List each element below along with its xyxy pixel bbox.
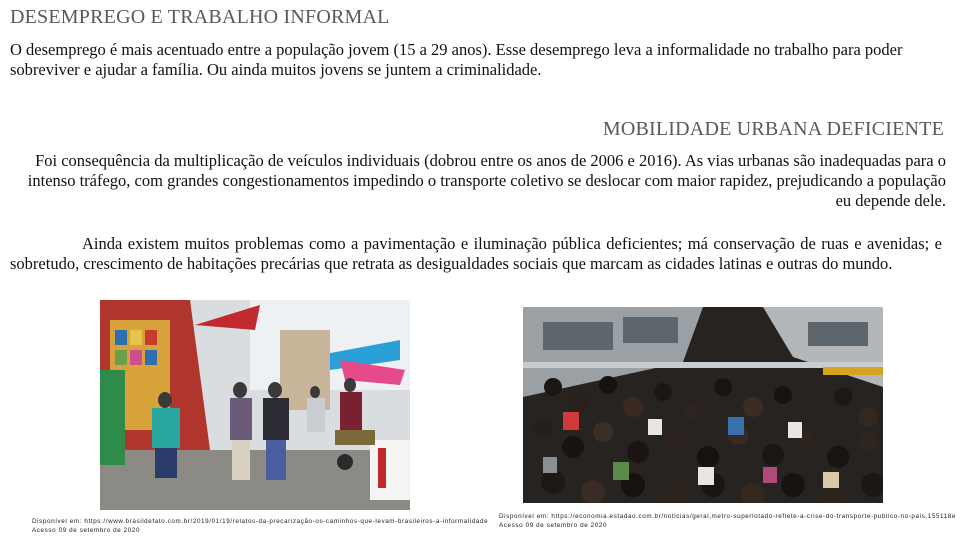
paragraph-unemployment: O desemprego é mais acentuado entre a população jovem (15 a 29 anos). Esse desemprego leva a informalidade no trabalho para poder sobreviver e ajudar a família. Ou ainda muitos jovens se juntem a criminalidade. (10, 40, 903, 79)
paragraph-urban-problems: Ainda existem muitos problemas como a pavimentação e iluminação pública deficientes; má conservação de ruas e avenidas; e sobretudo, crescimento de habitações precárias que retrata as desigualdades sociais que marcam as cidades latinas e outras do mundo. (10, 234, 942, 273)
street-vendors-photo (100, 300, 410, 510)
caption-source-link[interactable]: Disponível em: https://economia.estadao.com.br/noticias/geral,metro-superlotado-reflete-a-crise-do-transporte-publico-no-pais,155118e (499, 513, 956, 520)
caption-access-date: Acesso 09 de setembro de 2020 (32, 527, 141, 534)
source-caption-vendors (32, 517, 488, 535)
caption-access-date: Acesso 09 de setembro de 2020 (499, 522, 608, 529)
section-title-unemployment: DESEMPREGO E TRABALHO INFORMAL (10, 6, 390, 28)
source-caption-subway (499, 512, 956, 530)
section-title-urban-mobility: MOBILIDADE URBANA DEFICIENTE (602, 118, 944, 140)
paragraph-urban-mobility: Foi consequência da multiplicação de veículos individuais (dobrou entre os anos de 2006 e 2016). As vias urbanas são inadequadas para o intenso tráfego, com grandes congestionamentos impedindo o transporte coletivo se deslocar com maior rapidez, prejudicando a população eu depende dele. (27, 151, 946, 210)
crowded-subway-photo (523, 307, 883, 503)
caption-source-link[interactable]: Disponível em: https://www.brasildefato.com.br/2019/01/19/relatos-da-precarização-os-caminhos-que-levam-brasileiros-a-informalidade (32, 518, 489, 525)
